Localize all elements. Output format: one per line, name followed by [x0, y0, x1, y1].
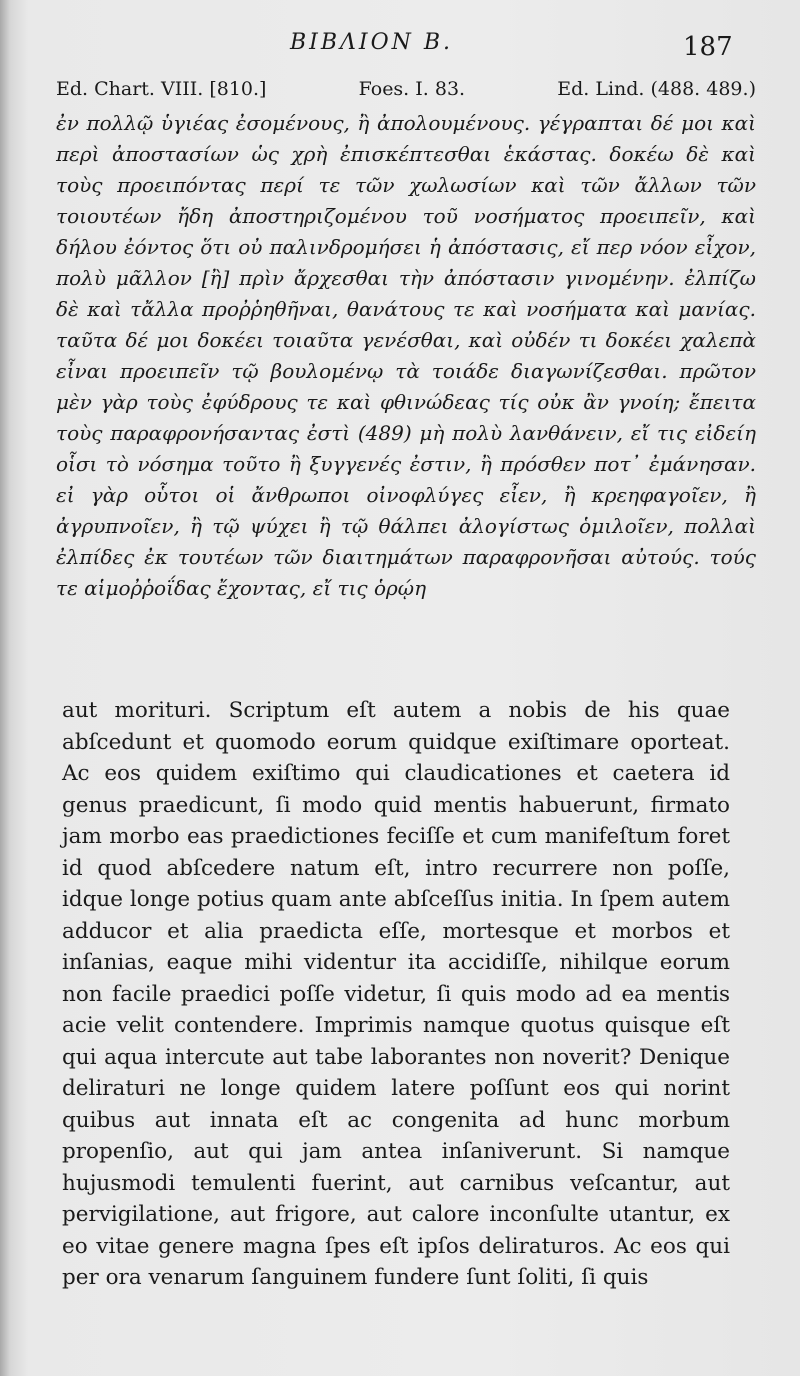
running-title: ΒΙΒΛΙΟΝ Β. — [290, 30, 454, 55]
chartier-reference: Ed. Chart. VIII. [810.] — [56, 78, 267, 100]
latin-translation-block: aut morituri. Scriptum eſt autem a nobis de his quae abſcedunt et quomodo eorum quidque exiſtimare oporteat. Ac eos quidem exiſtimo qui claudicationes et caetera id genus praedicunt, ſi modo quid mentis habuerunt, firmato jam morbo eas praedictiones feciſſe et cum manifeſtum foret id quod abſcedere natum eſt, intro recurrere non poſſe, idque longe potius quam ante abſceſſus initia. In ſpem autem adducor et alia praedicta eſſe, mortesque et morbos et inſanias, eaque mihi videntur ita accidiſſe, nihilque eorum non facile praedici poſſe videtur, ſi quis modo ad ea mentis acie velit contendere. Imprimis namque quotus quisque eſt qui aqua intercute aut tabe laborantes non noverit? Denique deliraturi ne longe quidem latere poſſunt eos qui norint quibus aut innata eſt ac congenita ad hunc morbum propenſio, aut qui jam antea inſaniverunt. Si namque hujusmodi temulenti fuerint, aut carnibus veſcantur, aut pervigilatione, aut frigore, aut calore inconſulte utantur, ex eo vitae genere magna ſpes eſt ipſos deliraturos. Ac eos qui per ora venarum ſanguinem fundere ſunt ſoliti, ſi quis — [62, 698, 730, 1290]
page-number: 187 — [683, 32, 733, 62]
foes-reference: Foes. I. 83. — [358, 78, 466, 100]
greek-text-block: ἐν πολλῷ ὑγιέας ἐσομένους, ἢ ἀπολουμένους. γέγραπται δέ μοι καὶ περὶ ἀποστασίων ὡς χρὴ ἐπισκέπτεσθαι ἑκάστας. δοκέω δὲ καὶ τοὺς προειπόντας περί τε τῶν χωλωσίων καὶ τῶν ἄλλων τῶν τοιουτέων ἤδη ἀποστηριζομένου τοῦ νοσήματος προειπεῖν, καὶ δήλου ἐόντος ὅτι οὐ παλινδρομήσει ἡ ἀπόστασις, εἴ περ νόον εἶχον, πολὺ μᾶλλον [ἢ] πρὶν ἄρχεσθαι τὴν ἀπόστασιν γινομένην. ἐλπίζω δὲ καὶ τἄλλα προῤῥηθῆναι, θανάτους τε καὶ νοσήματα καὶ μανίας. ταῦτα δέ μοι δοκέει τοιαῦτα γενέσθαι, καὶ οὐδέν τι δοκέει χαλεπὰ εἶναι προειπεῖν τῷ βουλομένῳ τὰ τοιάδε διαγωνίζεσθαι. πρῶτον μὲν γὰρ τοὺς ἐφύδρους τε καὶ φθινώδεας τίς οὐκ ἂν γνοίη; ἔπειτα τοὺς παραφρονήσαντας ἐστὶ (489) μὴ πολὺ λανθάνειν, εἴ τις εἰδείη οἷσι τὸ νόσημα τοῦτο ἢ ξυγγενές ἐστιν, ἢ πρόσθεν ποτ᾽ ἐμάνησαν. εἰ γὰρ οὗτοι οἱ ἄνθρωποι οἰνοφλύγες εἶεν, ἢ κρεηφαγοῖεν, ἢ ἀγρυπνοῖεν, ἢ τῷ ψύχει ἢ τῷ θάλπει ἀλογίστως ὁμιλοῖεν, πολλαὶ ἐλπίδες ἐκ τουτέων τῶν διαιτημάτων παραφρονῆσαι αὐτούς. τούς τε αἱμοῤῥοΐδας ἔχοντας, εἴ τις ὁρῴη — [56, 111, 756, 600]
edition-references — [56, 78, 756, 100]
linden-reference: Ed. Lind. (488. 489.) — [557, 78, 756, 100]
